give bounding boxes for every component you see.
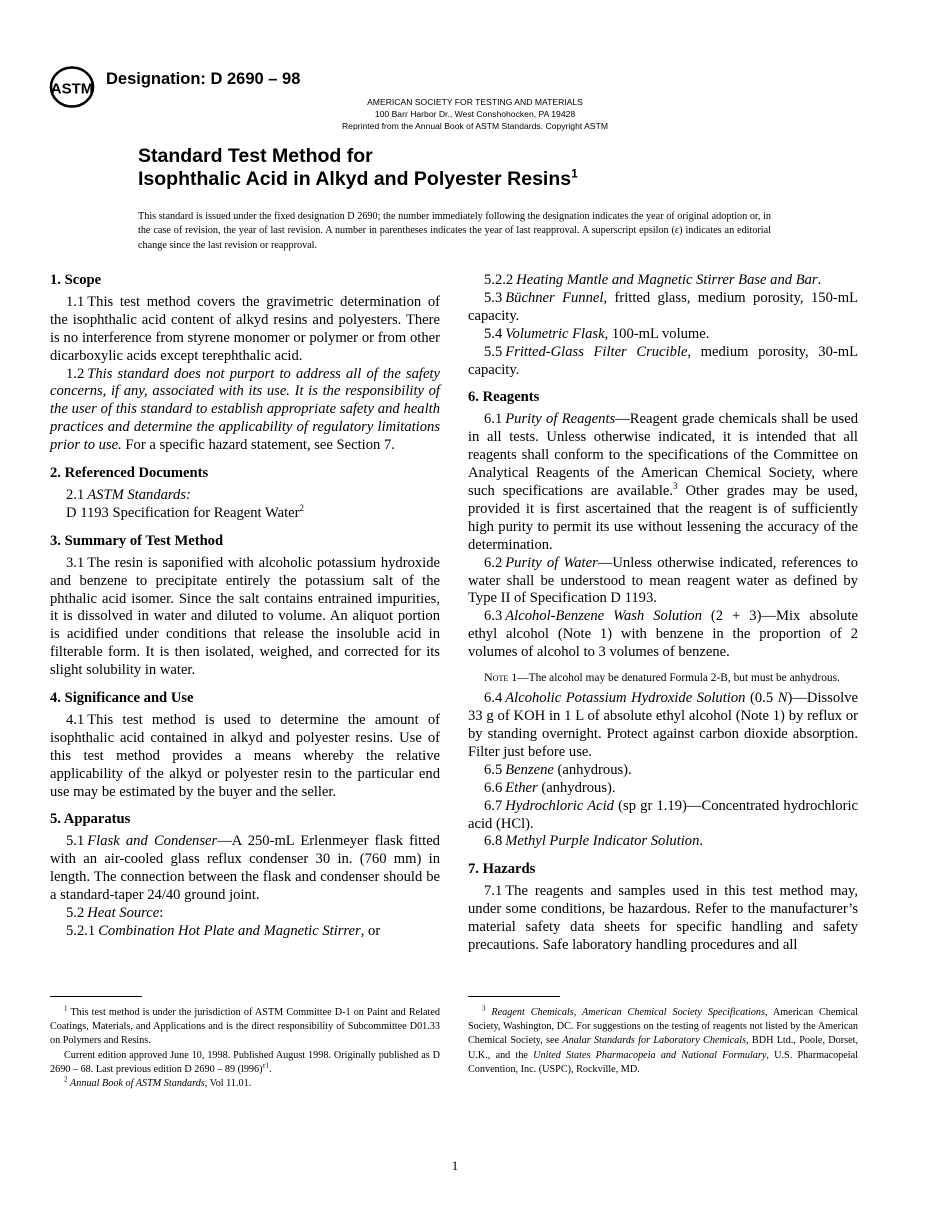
title-line-2: Isophthalic Acid in Alkyd and Polyester Resins$^1$ [138,166,578,190]
paragraph: 6.8 Methyl Purple Indicator Solution. [484,833,704,850]
edition-note: Current edition approved June 10, 1998. Published August 1998. Originally published as D 2690 – 68. Last previous edition D 2690 – 89 $(l996)^{\varepsilon 1}$. [50,1049,440,1075]
footnotes-right [468,1006,858,1077]
paragraph: 6.5 Benzene (anhydrous). [484,761,632,778]
paragraph: 6.2 Purity of Water—Unless otherwise indicated, references to water shall be understood to mean reagent water as defined by Type II of Specification D 1193. [468,554,858,607]
paragraph: 5.1 Flask and Condenser—A 250-mL Erlenmeyer flask fitted with an air-cooled glass reflux condenser 30 in. (760 mm) in length. The connection between the flask and condenser should be a standard-taper 24/40 ground joint. [50,833,440,904]
paragraph: 6.1 Purity of Reagents—Reagent grade chemicals shall be used in all tests. Unless otherwise indicated, it is intended that all reagents shall conform to the specifications of the Committee on Analytical Reagents of the American Chemical Society, where such specifications are available.$^3$ Other grades may be used, provided it is first ascertained that the reagent is of sufficiently high purity to permit its use without lessening the accuracy of the determination. [468,411,858,553]
section-heading: 2. Referenced Documents [50,465,209,482]
section-heading: 5. Apparatus [50,811,131,828]
section-heading: 1. Scope [50,272,102,288]
reprint-notice: Reprinted from the Annual Book of ASTM Standards. Copyright ASTM [341,121,609,131]
section-heading: 4. Significance and Use [50,690,194,707]
society-address: 100 Barr Harbor Dr., West Conshohocken, PA 19428 [374,109,576,119]
paragraph: 2.1 ASTM Standards: [66,486,191,503]
paragraph: 5.2.2 Heating Mantle and Magnetic Stirrer Base and Bar. [484,272,822,288]
footnote-divider [468,996,560,997]
paragraph: 1.1 This test method covers the gravimetric determination of the isophthalic acid content of alkyd resins and polyesters. There is no interference from styrene monomer or polymer or from other dicarboxylic acids except terephthalic acid. [50,293,440,364]
paragraph: 6.7 Hydrochloric Acid (sp gr 1.19)—Concentrated hydrochloric acid (HCl). [468,797,858,832]
title-line-1: Standard Test Method for [138,145,373,167]
footnote-2: $^2$ Annual Book of ASTM Standards, Vol 11.01. [64,1075,252,1090]
paragraph: 4.1 This test method is used to determine the amount of isophthalic acid contained in alkyd and polyester resins. Use of this test method provides a means whereby the relative applicability of the alkyd or polyester resin to the particular end use may be estimated by the buyer and the seller. [50,711,440,800]
note-1: Note 1—The alcohol may be denatured Formula 2-B, but must be anhydrous. [484,670,840,685]
paragraph: 5.2 Heat Source: [66,905,164,921]
paragraph: 6.3 Alcohol-Benzene Wash Solution (2 + 3)—Mix absolute ethyl alcohol (Note 1) with benzene in the proportion of 2 volumes of alcohol to 3 volumes of benzene. [468,608,858,661]
designation: Designation: D 2690 – 98 [106,70,301,88]
paragraph: 6.6 Ether (anhydrous). [484,779,616,796]
footnotes-left [50,1006,440,1091]
title-footnote-ref: 1 [571,166,578,181]
page-title [138,145,578,191]
paragraph: 5.5 Fritted-Glass Filter Crucible, medium porosity, 30-mL capacity. [468,343,858,378]
footnote-3: $^3$ Reagent Chemicals, American Chemical Society Specifications, American Chemical Society, Washington, DC. For suggestions on the testing of reagents not listed by the American Chemical Society, see Analar Standards for Laboratory Chemicals, BDH Ltd., Poole, Dorset, U.K., and the United States Pharmacopeia and National Formulary, U.S. Pharmacopeial Convention, Inc. (USPC), Rockville, MD. [468,1004,859,1075]
logo-text: ASTM [50,80,94,98]
referenced-document: D 1193 Specification for Reagent Water$^2$ [66,503,304,521]
paragraph: 1.2 This standard does not purport to address all of the safety concerns, if any, associated with its use. It is the responsibility of the user of this standard to establish appropriate safety and health practices and determine the applicability of regulatory limitations prior to use. For a specific hazard statement, see Section 7. [50,365,440,454]
paragraph: 6.4 Alcoholic Potassium Hydroxide Solution (0.5 N)—Dissolve 33 g of KOH in 1 L of absolute ethyl alcohol (Note 1) by reflux or by standing overnight. Protect against carbon dioxide absorption. Filter just before use. [468,690,858,760]
astm-logo-icon [49,66,95,108]
paragraph: 5.4 Volumetric Flask, 100-mL volume. [484,325,710,342]
page-number: 1 [451,1158,459,1173]
footnote-divider [50,996,142,997]
paragraph: 5.3 Büchner Funnel, fritted glass, medium porosity, 150-mL capacity. [468,289,858,324]
society-block [250,96,700,132]
right-column [468,272,858,955]
paragraph: 7.1 The reagents and samples used in this test method may, under some conditions, be hazardous. Refer to the manufacturer’s material safety data sheets for specific handling and safety precautions. Safe laboratory handling procedures and all [468,883,858,954]
section-heading: 7. Hazards [468,861,536,878]
society-name: AMERICAN SOCIETY FOR TESTING AND MATERIALS [367,97,583,107]
paragraph: 3.1 The resin is saponified with alcoholic potassium hydroxide and benzene to precipitate entirely the potassium salt of the phthalic acid isomer. Since the salt contains entrained impurities, it is dissolved in water and diluted to volume. An aliquot portion is acidified under conditions that release the insoluble acid in filterable form. It is then isolated, weighed, and corrected for its slight solubility in water. [50,554,440,679]
section-heading: 3. Summary of Test Method [50,532,224,549]
issuance-statement: This standard is issued under the fixed designation D 2690; the number immediately following the designation indicates the year of original adoption or, in the case of revision, the year of last revision. A number in parentheses indicates the year of last reapproval. A superscript epsilon (ε) indicates an editorial change since the last revision or reapproval. [138,211,771,251]
left-column [50,272,440,941]
paragraph: 5.2.1 Combination Hot Plate and Magnetic Stirrer, or [66,922,381,939]
section-heading: 6. Reagents [468,389,540,406]
footnote-1: $^1$ This test method is under the jurisdiction of ASTM Committee D-1 on Paint and Related Coatings, Materials, and Applications and is the direct responsibility of Subcommittee D01.33 on Polymers and Resins. [50,1004,440,1047]
